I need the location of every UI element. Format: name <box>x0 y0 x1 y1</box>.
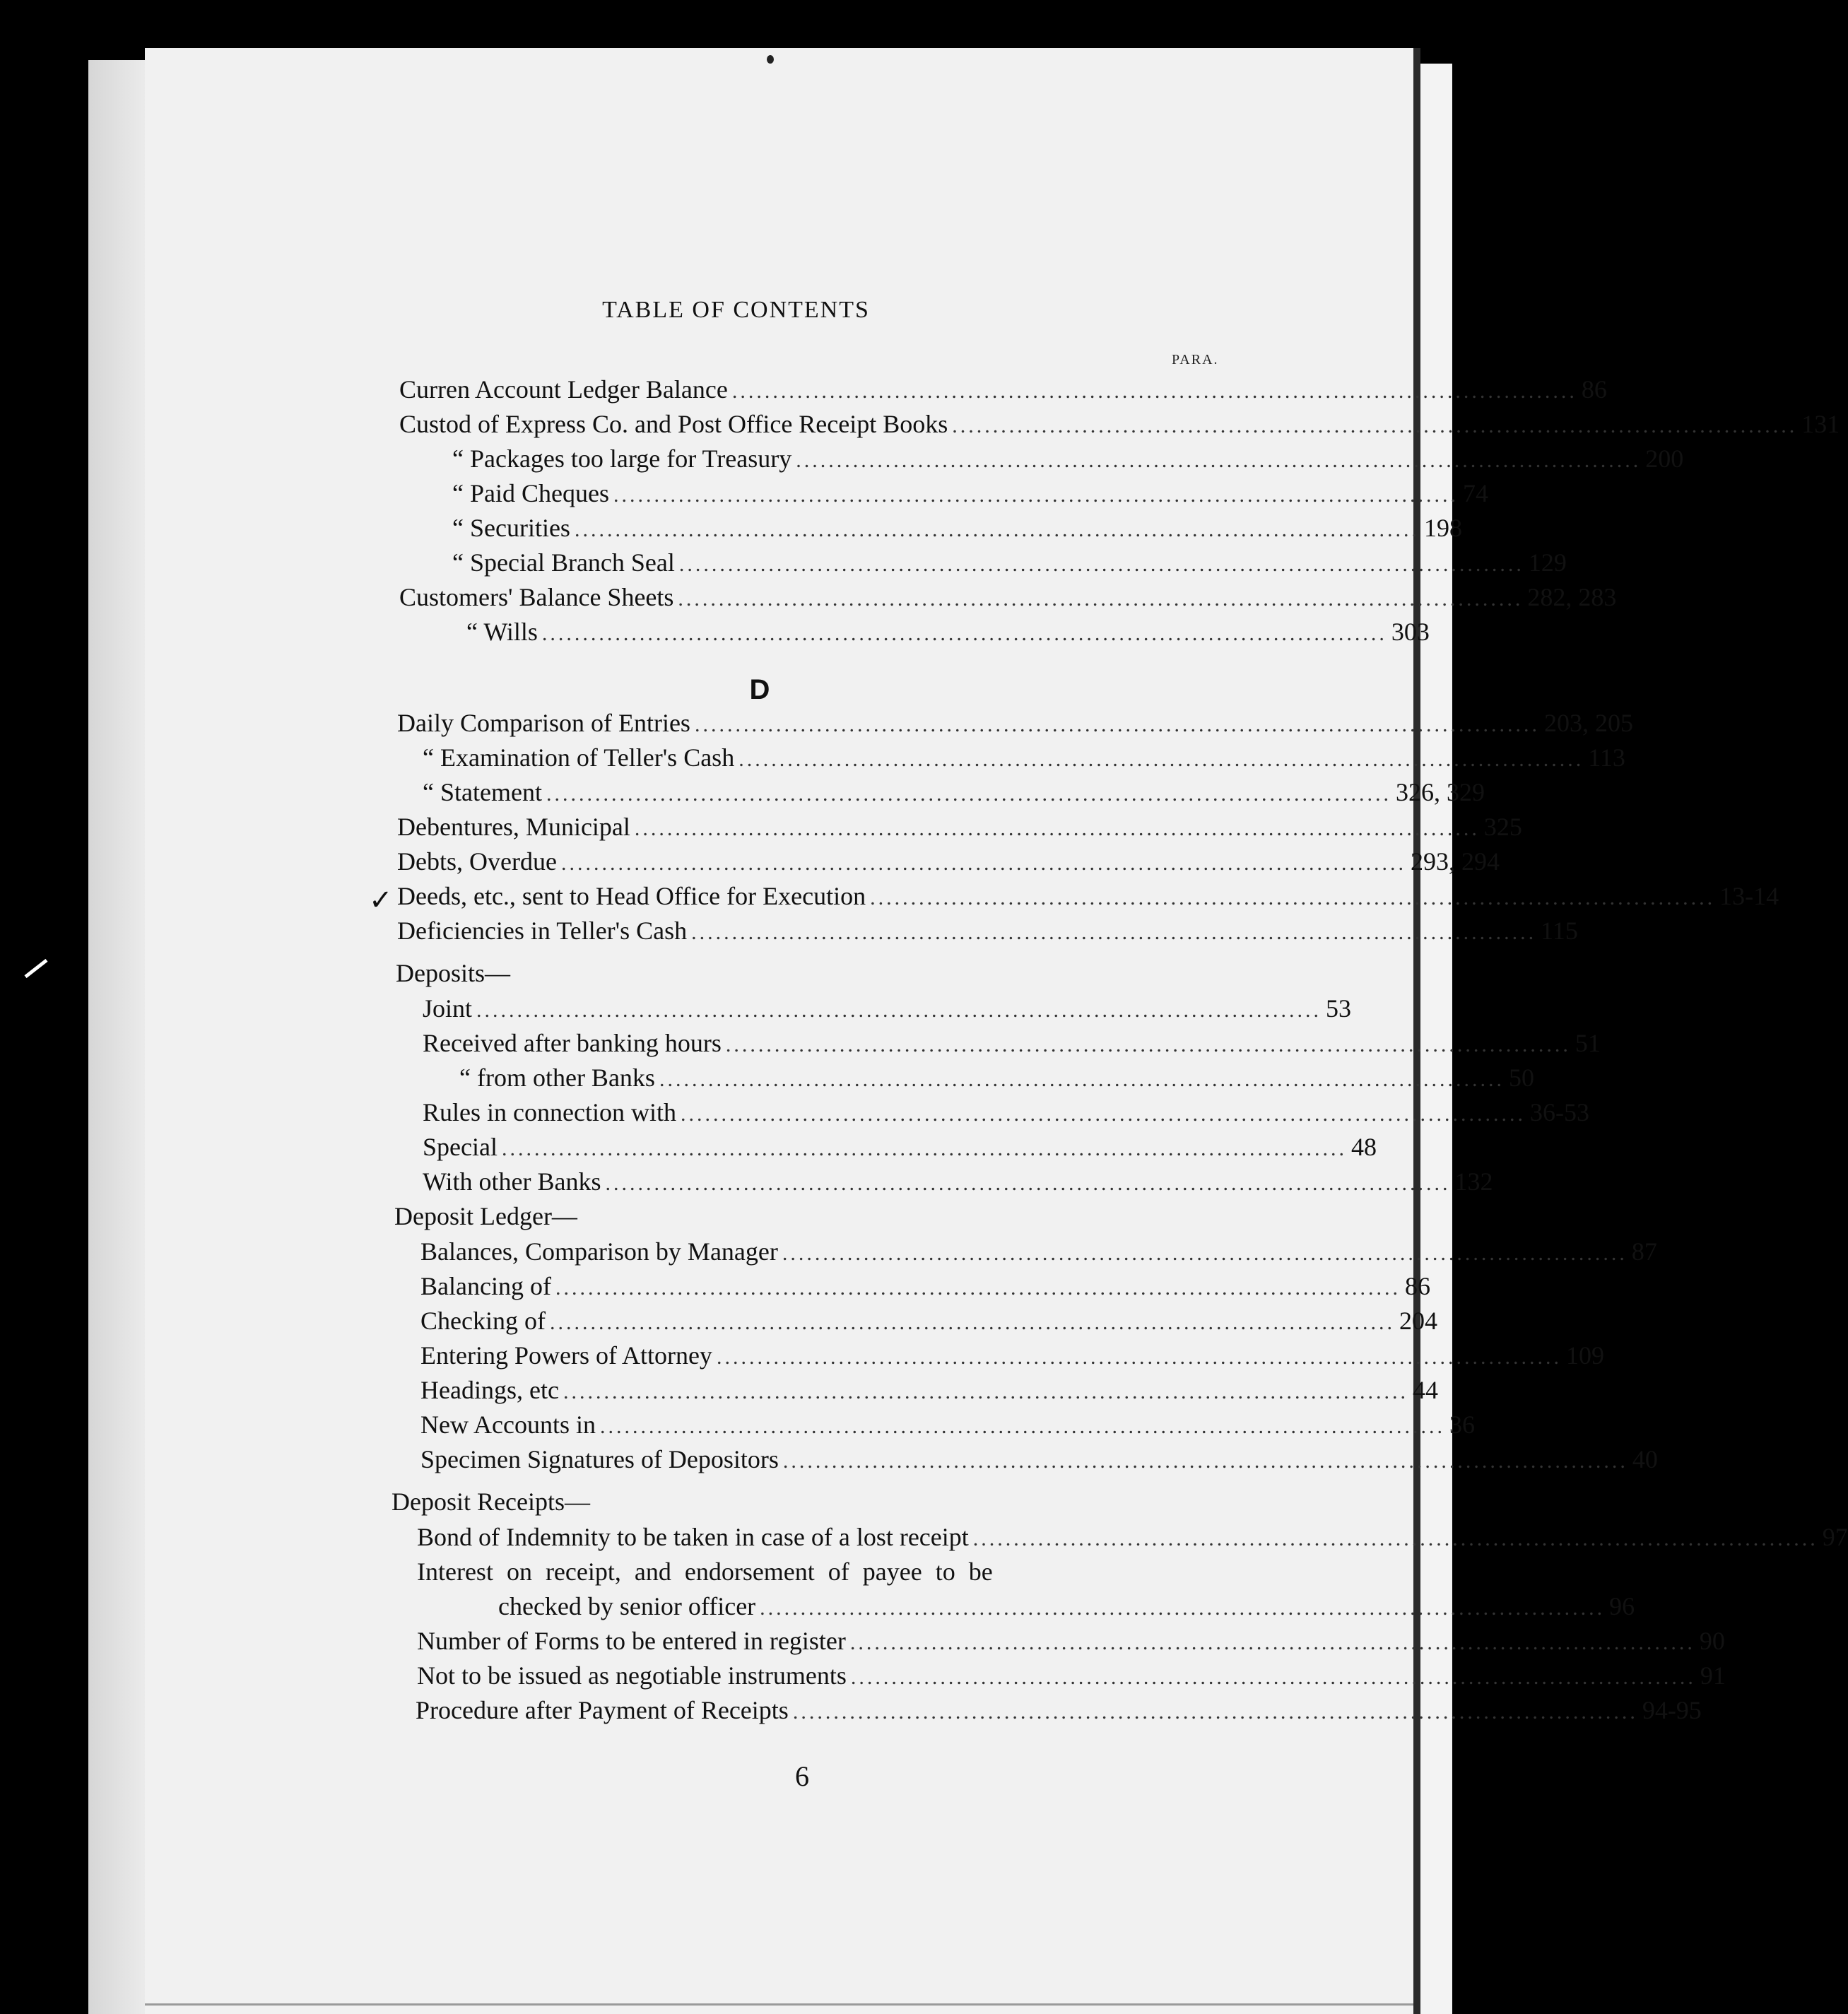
bottom-margin-line <box>145 2003 1413 2006</box>
entry-label: Balancing of <box>420 1272 551 1300</box>
entry-label: Received after banking hours <box>423 1029 722 1057</box>
toc-entry <box>423 1132 1377 1166</box>
dot-leader: ........................................................................................................ <box>599 1415 1445 1438</box>
entry-para: 91 <box>1700 1661 1726 1690</box>
toc-entry <box>417 1661 1726 1695</box>
entry-para: 282, 283 <box>1527 583 1617 611</box>
entry-para: 198 <box>1423 514 1462 542</box>
entry-label: Joint <box>423 994 473 1023</box>
dot-leader: ........................................................................................................ <box>549 1311 1395 1334</box>
toc-entry <box>397 916 1578 950</box>
entry-para: 40 <box>1632 1445 1658 1473</box>
dot-leader: ........................................................................................................ <box>782 1242 1628 1265</box>
dot-leader: ........................................................................................................ <box>476 999 1322 1022</box>
toc-entry <box>423 1097 1589 1131</box>
entry-para: 131 <box>1801 410 1840 438</box>
group-heading-deposit-receipts: Deposit Receipts— <box>392 1488 590 1516</box>
entry-label: Not to be issued as negotiable instruments <box>417 1661 847 1690</box>
toc-entry <box>420 1444 1658 1478</box>
toc-entry <box>399 375 1607 408</box>
entry-para: 50 <box>1508 1064 1534 1092</box>
entry-label: Entering Powers of Attorney <box>420 1341 712 1370</box>
dot-leader: ........................................................................................................ <box>782 1449 1628 1473</box>
toc-entry <box>417 1522 1848 1556</box>
entry-label: Checking of <box>420 1307 546 1335</box>
dot-leader: ........................................................................................................ <box>678 587 1524 611</box>
entry-label: Deeds, etc., sent to Head Office for Execution <box>397 882 866 910</box>
page-title: TABLE OF CONTENTS <box>602 297 870 323</box>
entry-para: 74 <box>1462 479 1488 507</box>
entry-para: 87 <box>1631 1237 1657 1266</box>
section-letter: D <box>749 674 770 705</box>
dot-leader: ........................................................................................................ <box>691 921 1537 944</box>
dot-leader: ........................................................................................................ <box>870 886 1716 909</box>
entry-para: 132 <box>1454 1167 1493 1196</box>
toc-entry <box>417 1626 1725 1660</box>
toc-entry <box>420 1410 1475 1444</box>
entry-para: 303 <box>1391 618 1430 646</box>
entry-para: 51 <box>1575 1029 1601 1057</box>
dot-leader: ........................................................................................................ <box>634 817 1480 840</box>
toc-entry <box>399 409 1840 443</box>
dot-leader: ........................................................................................................ <box>716 1345 1562 1369</box>
entry-label: Procedure after Payment of Receipts <box>416 1696 789 1724</box>
dot-leader: ........................................................................................................ <box>792 1700 1638 1724</box>
dot-leader: ........................................................................................................ <box>731 379 1577 403</box>
dot-leader: ........................................................................................................ <box>541 622 1387 645</box>
toc-entry <box>466 617 1430 651</box>
dot-leader: ........................................................................................................ <box>613 483 1459 507</box>
toc-entry <box>420 1271 1430 1305</box>
entry-para: 129 <box>1528 548 1567 577</box>
entry-label: “ from other Banks <box>459 1064 655 1092</box>
group-heading-deposit-ledger: Deposit Ledger— <box>394 1202 577 1230</box>
entry-label: Customers' Balance Sheets <box>399 583 674 611</box>
entry-para: 86 <box>1404 1272 1430 1300</box>
dot-leader: ........................................................................................................ <box>725 1033 1571 1056</box>
entry-para: 293, 294 <box>1410 847 1500 876</box>
para-column-label: PARA. <box>1172 352 1219 367</box>
toc-entry <box>423 994 1352 1027</box>
entry-label: Debts, Overdue <box>397 847 557 876</box>
entry-para: 94-95 <box>1642 1696 1702 1724</box>
entry-label: Specimen Signatures of Depositors <box>420 1445 779 1473</box>
dot-leader: ........................................................................................................ <box>546 782 1391 806</box>
entry-para: 90 <box>1699 1627 1725 1655</box>
toc-entry <box>452 444 1684 478</box>
dot-leader: ........................................................................................................ <box>680 1102 1526 1126</box>
entry-label: “ Securities <box>452 514 570 542</box>
dot-leader: ........................................................................................................ <box>605 1172 1451 1195</box>
dot-leader: ........................................................................................................ <box>678 553 1524 576</box>
entry-para: 204 <box>1399 1307 1437 1335</box>
toc-entry <box>420 1341 1604 1374</box>
toc-entry <box>397 812 1522 846</box>
margin-stroke-mark <box>24 959 47 978</box>
entry-label: Daily Comparison of Entries <box>397 709 690 737</box>
entry-para: 36 <box>1449 1411 1475 1439</box>
entry-para: 203, 205 <box>1543 709 1633 737</box>
dot-leader: ........................................................................................................ <box>760 1596 1606 1620</box>
toc-entry <box>416 1695 1702 1729</box>
page-number: 6 <box>795 1760 809 1792</box>
dot-leader: ........................................................................................................ <box>850 1666 1696 1689</box>
dot-leader: ........................................................................................................ <box>849 1631 1695 1654</box>
entry-para: 109 <box>1565 1341 1604 1370</box>
entry-para: 48 <box>1350 1133 1377 1161</box>
toc-entry <box>423 1028 1601 1062</box>
entry-label: “ Special Branch Seal <box>452 548 675 577</box>
entry-label: Bond of Indemnity to be taken in case of a lost receipt <box>417 1523 969 1551</box>
entry-para: 96 <box>1609 1592 1635 1620</box>
dot-leader: ........................................................................................................ <box>659 1068 1505 1091</box>
dot-leader: ........................................................................................................ <box>563 1380 1408 1403</box>
toc-entry <box>420 1375 1438 1409</box>
toc-entry <box>423 743 1625 777</box>
dot-leader: ........................................................................................................ <box>972 1527 1818 1550</box>
entry-para: 325 <box>1483 813 1522 841</box>
dot-leader: ........................................................................................................ <box>796 449 1642 472</box>
toc-entry <box>420 1237 1657 1271</box>
entry-label: New Accounts in <box>420 1411 596 1439</box>
entry-para: 97 <box>1822 1523 1848 1551</box>
entry-label: Number of Forms to be entered in register <box>417 1627 846 1655</box>
page-left-edge <box>88 60 148 2014</box>
toc-entry <box>459 1063 1534 1097</box>
entry-para: 53 <box>1326 994 1352 1023</box>
entry-para: 113 <box>1588 743 1625 772</box>
entry-label: Custod of Express Co. and Post Office Receipt Books <box>399 410 948 438</box>
toc-entry <box>452 548 1567 582</box>
entry-para: 115 <box>1541 917 1578 945</box>
toc-entry <box>420 1306 1437 1340</box>
top-bullet-mark <box>767 55 774 64</box>
toc-entry <box>423 777 1485 811</box>
entry-label: Curren Account Ledger Balance <box>399 375 728 404</box>
entry-label: “ Examination of Teller's Cash <box>423 743 735 772</box>
entry-para: 326, 329 <box>1395 778 1485 806</box>
entry-label: “ Packages too large for Treasury <box>452 444 792 473</box>
toc-entry <box>397 708 1633 742</box>
entry-para: 200 <box>1645 444 1684 473</box>
dot-leader: ........................................................................................................ <box>694 713 1540 736</box>
handwritten-check-mark: ✓ <box>369 884 393 916</box>
toc-entry <box>498 1591 1635 1625</box>
toc-entry <box>452 478 1488 512</box>
toc-entry <box>399 582 1617 616</box>
toc-entry <box>423 1167 1493 1201</box>
dot-leader: ........................................................................................................ <box>574 518 1420 541</box>
dot-leader: ........................................................................................................ <box>501 1137 1347 1160</box>
entry-para: 44 <box>1412 1376 1438 1404</box>
entry-label: “ Statement <box>423 778 542 806</box>
entry-label: Headings, etc <box>420 1376 559 1404</box>
entry-para: 36-53 <box>1529 1098 1589 1126</box>
entry-label: Debentures, Municipal <box>397 813 630 841</box>
dot-leader: ........................................................................................................ <box>952 414 1798 437</box>
entry-first-line: Interest on receipt, and endorsement of payee to be <box>417 1557 993 1586</box>
entry-label: checked by senior officer <box>498 1592 756 1620</box>
entry-label: Rules in connection with <box>423 1098 676 1126</box>
toc-entry <box>397 847 1500 881</box>
dot-leader: ........................................................................................................ <box>555 1276 1401 1300</box>
entry-label: “ Wills <box>466 618 538 646</box>
entry-para: 13-14 <box>1719 882 1779 910</box>
entry-label: With other Banks <box>423 1167 601 1196</box>
group-heading-deposits: Deposits— <box>396 959 510 987</box>
entry-para: 86 <box>1581 375 1607 404</box>
entry-label: “ Paid Cheques <box>452 479 609 507</box>
entry-label: Deficiencies in Teller's Cash <box>397 917 688 945</box>
toc-entry <box>397 881 1779 915</box>
entry-label: Special <box>423 1133 498 1161</box>
dot-leader: ........................................................................................................ <box>738 748 1584 771</box>
dot-leader: ........................................................................................................ <box>560 852 1406 875</box>
entry-label: Balances, Comparison by Manager <box>420 1237 778 1266</box>
toc-entry <box>452 513 1462 547</box>
